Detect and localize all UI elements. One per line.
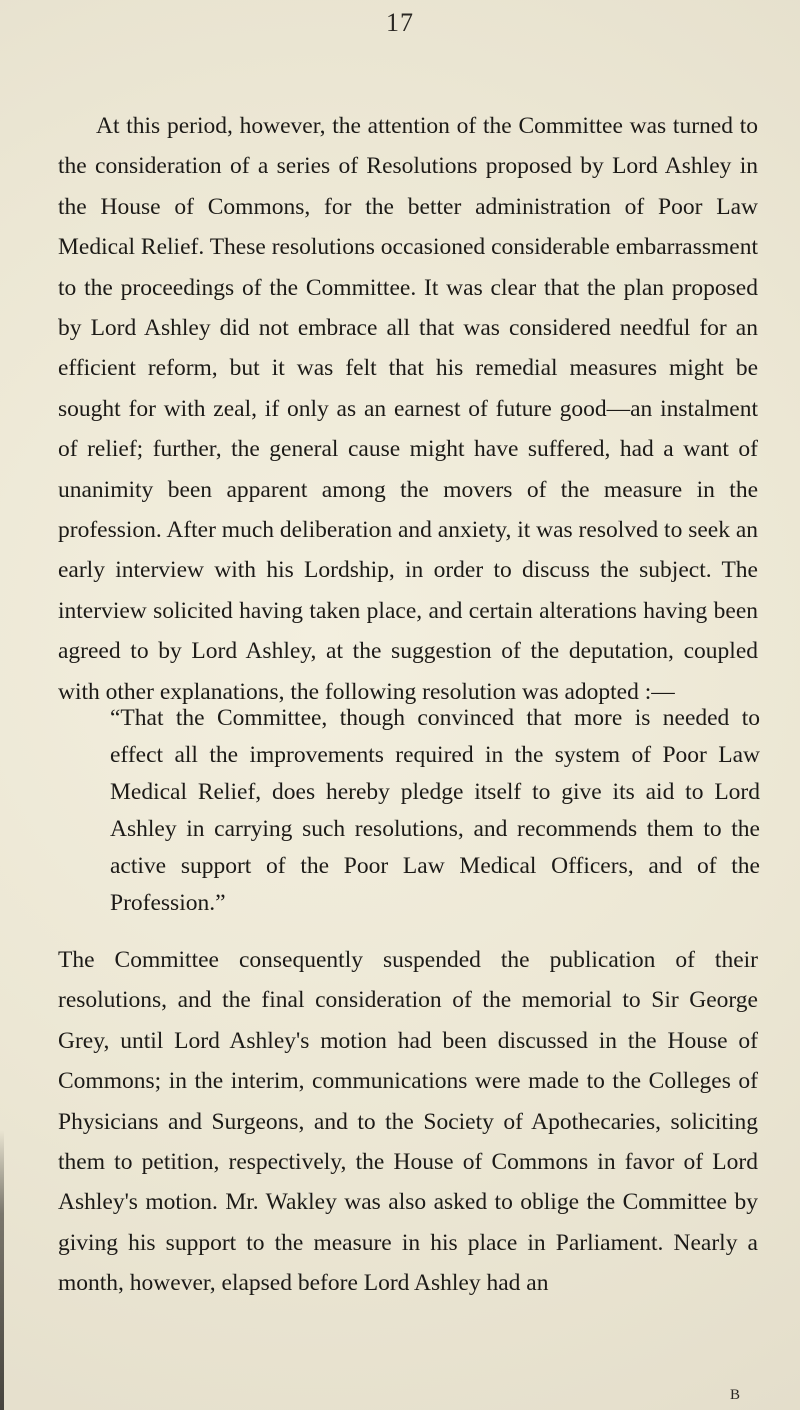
page-edge-shadow bbox=[0, 1130, 4, 1410]
page-number: 17 bbox=[386, 8, 414, 37]
resolution-quote: “That the Committee, though convinced that more is needed to effect all the improvements required in the system of Poor Law Medical Relief, does hereby pledge itself to give its aid to Lord Ashley in carrying such resolutions, and recommends them to the active support of the Poor Law Medical Officers, and of the Profession.” bbox=[110, 705, 760, 916]
paragraph-committee-suspension: The Committee consequently suspended the publication of their resolutions, and the final consideration of the memorial to Sir George Grey, until Lord Ashley's motion had been discussed in the House of Commons; in the interim, communications were made to the Colleges of Physicians and Surgeons, and to the Society of Apothecaries, soliciting them to petition, respectively, the House of Commons in favor of Lord Ashley's motion. Mr. Wakley was also asked to oblige the Committee by giving his support to the measure in his place in Parliament. Nearly a month, however, elapsed before Lord Ashley had an bbox=[58, 947, 758, 1297]
signature-mark: B bbox=[729, 1387, 740, 1403]
paragraph-committee-resolutions: At this period, however, the attention of the Committee was turned to the consideration of a series of Resolutions proposed by Lord Ashley in the House of Commons, for the better administration of Poor Law Medical Relief. These resolutions occasioned considerable embarrassment to the proceedings of the Committee. It was clear that the plan proposed by Lord Ashley did not embrace all that was considered needful for an efficient reform, but it was felt that his remedial measures might be sought for with zeal, if only as an earnest of future good—an instalment of relief; further, the general cause might have suffered, had a want of unanimity been apparent among the movers of the measure in the profession. After much deliberation and anxiety, it was resolved to seek an early interview with his Lordship, in order to discuss the subject. The interview solicited having taken place, and certain alterations having been agreed to by Lord Ashley, at the suggestion of the deputation, coupled with other explanations, the following resolution was adopted :— bbox=[58, 113, 759, 705]
